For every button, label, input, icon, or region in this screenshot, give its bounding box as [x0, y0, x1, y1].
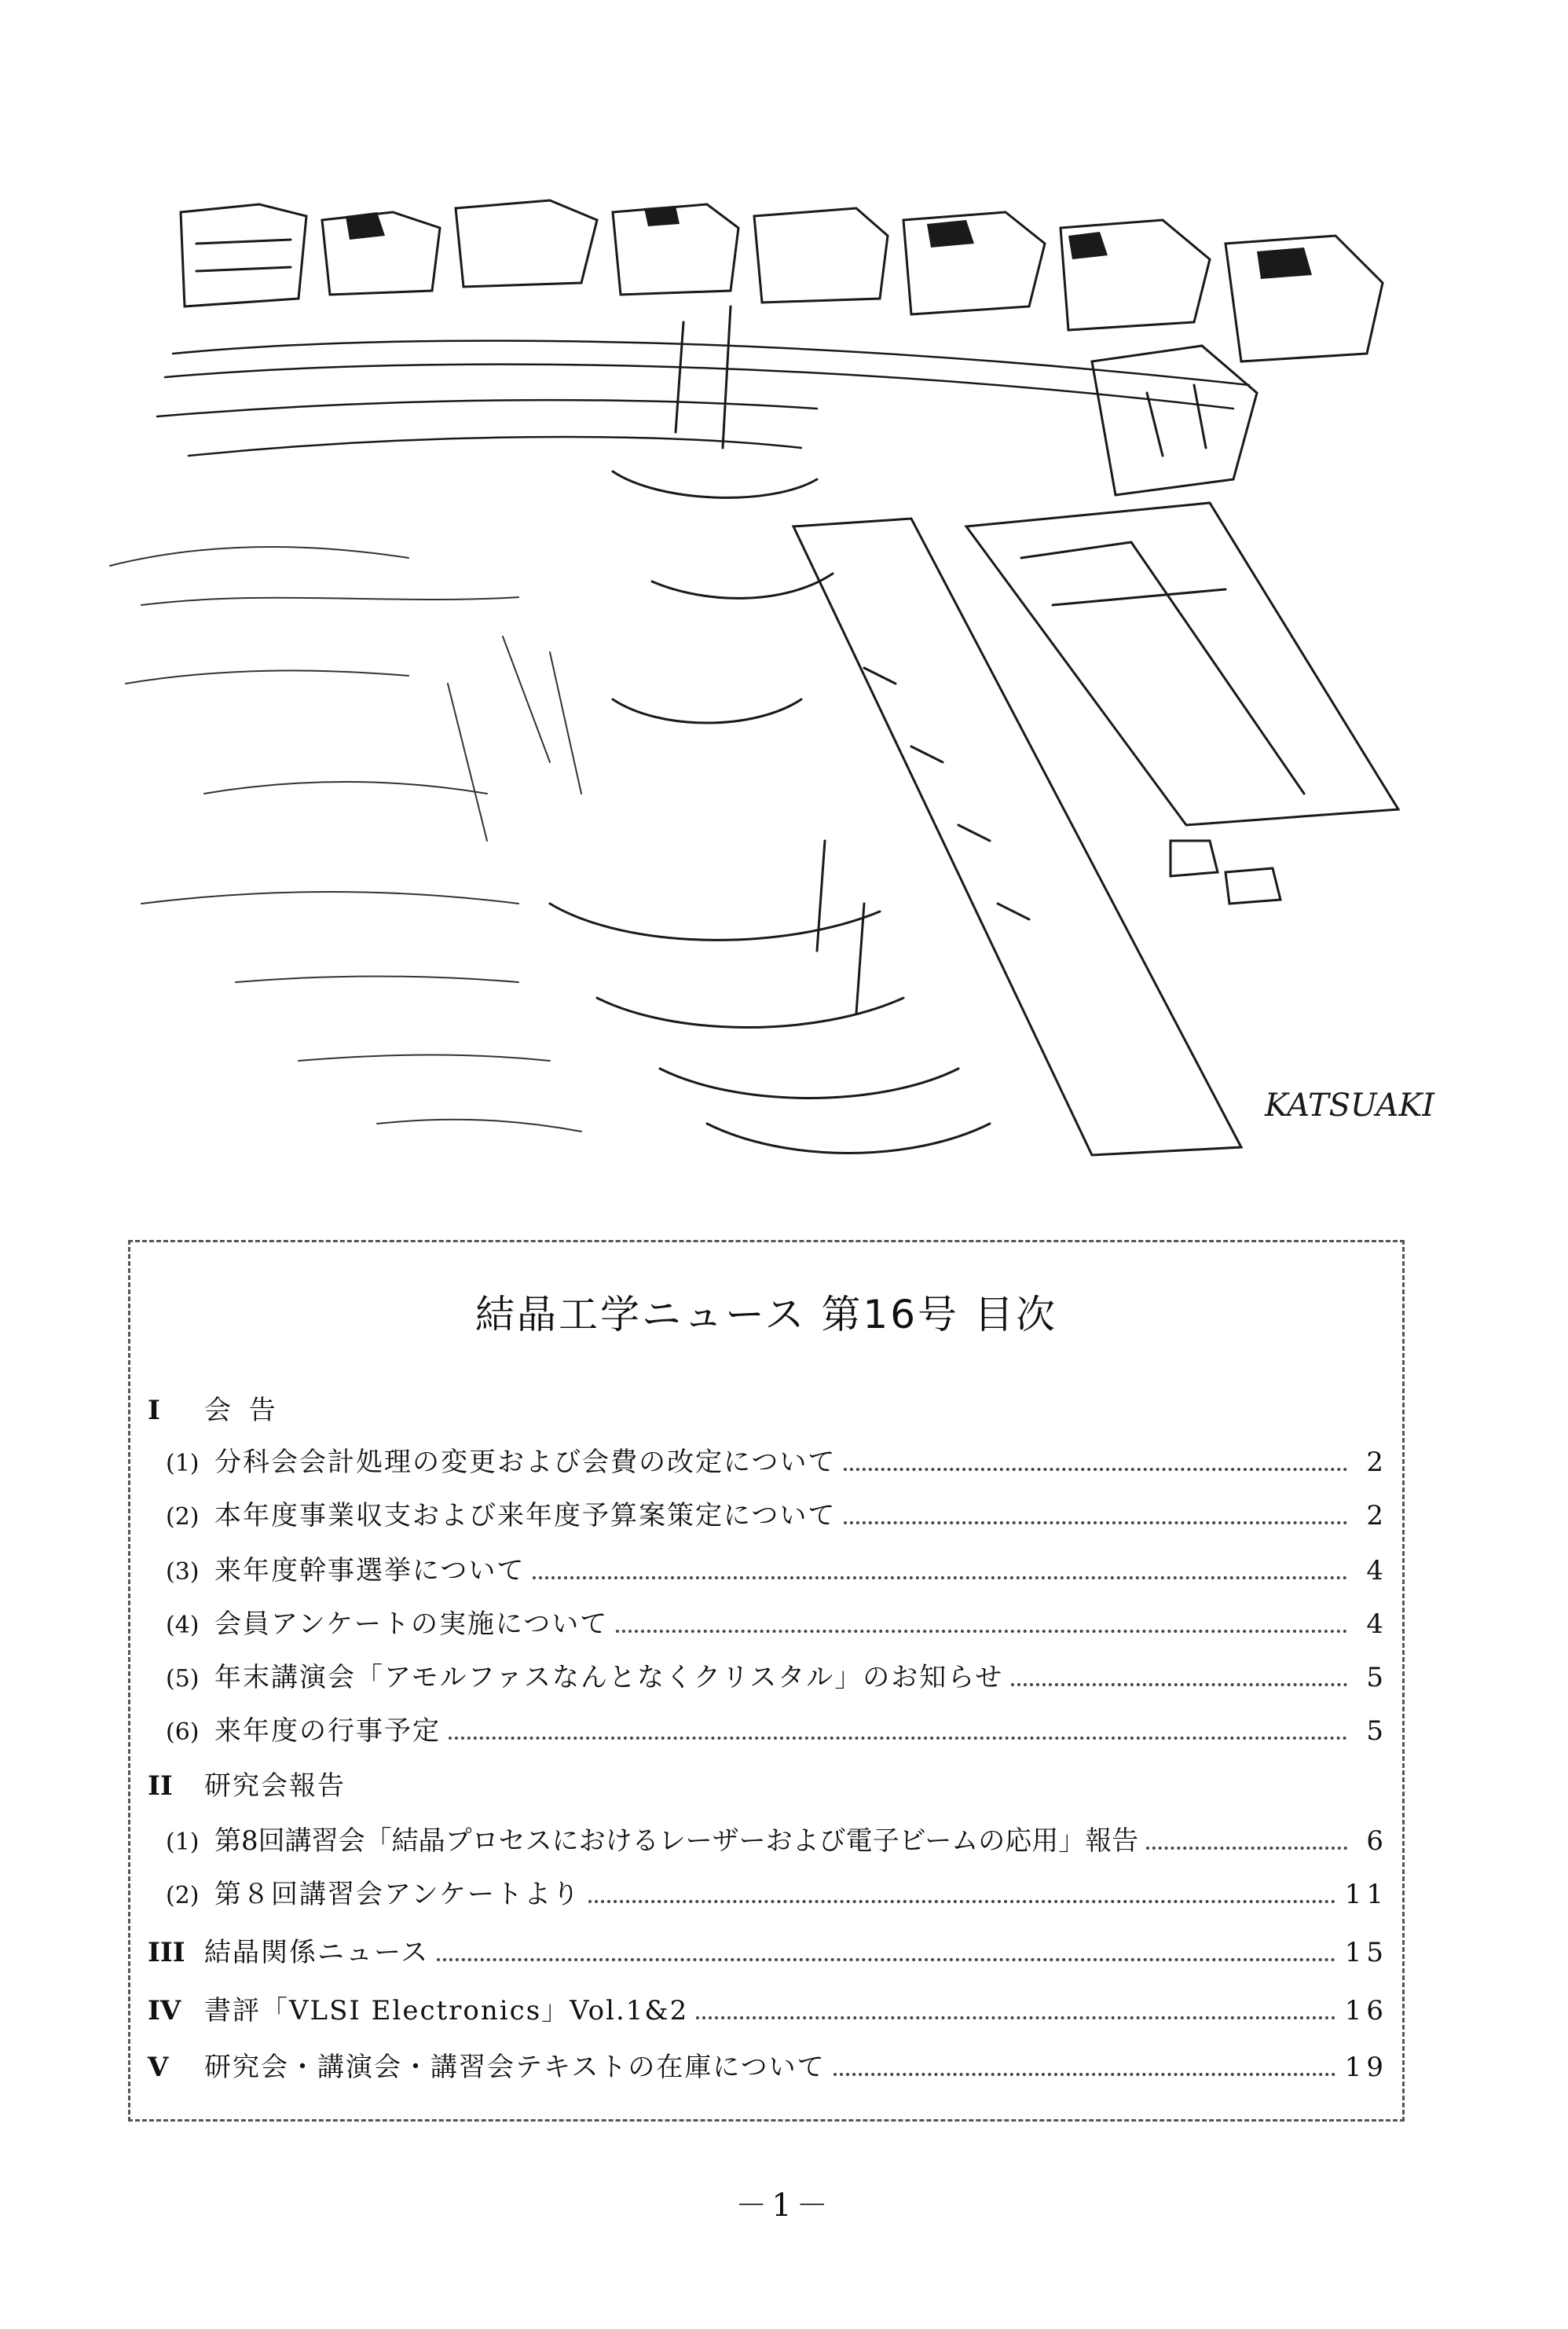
page-number: －1－ — [735, 2188, 833, 2224]
toc-section-5[interactable] — [148, 2045, 1388, 2081]
water-ripples — [110, 547, 581, 1131]
entry-page: 2 — [1366, 1447, 1388, 1478]
leader-dots — [696, 2016, 1335, 2019]
leader-dots — [533, 1576, 1347, 1579]
leader-dots — [616, 1630, 1347, 1633]
section-number: II — [148, 1770, 173, 1802]
toc-entry[interactable] — [166, 1602, 1388, 1638]
entry-label: 来年度幹事選挙について — [214, 1555, 526, 1586]
entry-number: (1) — [166, 1828, 200, 1856]
toc-entry[interactable] — [166, 1819, 1388, 1855]
entry-page: 15 — [1344, 1937, 1388, 1968]
toc-section-4[interactable] — [148, 1989, 1388, 2025]
entry-number: (2) — [166, 1882, 200, 1909]
entry-page: 16 — [1344, 1995, 1388, 2026]
artist-signature: KATSUAKI — [1265, 1087, 1435, 1124]
section-title: 書評「VLSI Electronics」Vol.1&2 — [204, 1995, 689, 2026]
table-of-contents — [128, 1240, 1405, 2122]
entry-page: 4 — [1366, 1608, 1388, 1640]
entry-label: 来年度の行事予定 — [214, 1715, 441, 1747]
section-number: IV — [148, 1995, 181, 2026]
entry-label: 第8回講習会「結晶プロセスにおけるレーザーおよび電子ビームの応用」報告 — [214, 1825, 1139, 1857]
leader-dots — [833, 2073, 1335, 2076]
section-number: III — [148, 1937, 185, 1968]
entry-page: 11 — [1344, 1879, 1388, 1910]
section-title: 会 告 — [204, 1395, 280, 1426]
leader-dots — [1011, 1683, 1347, 1686]
entry-page: 5 — [1366, 1715, 1388, 1747]
entry-page: 4 — [1366, 1555, 1388, 1586]
toc-entry[interactable] — [166, 1549, 1388, 1585]
toc-entry[interactable] — [166, 1656, 1388, 1692]
toc-entry[interactable] — [166, 1440, 1388, 1476]
section-number: V — [148, 2052, 169, 2083]
leader-dots — [844, 1521, 1347, 1524]
entry-label: 第８回講習会アンケートより — [214, 1879, 581, 1910]
entry-page: 2 — [1366, 1500, 1388, 1531]
harbor-sketch-illustration — [110, 196, 1435, 1218]
entry-number: (4) — [166, 1612, 200, 1639]
section-number: I — [148, 1395, 160, 1426]
entry-number: (3) — [166, 1558, 200, 1586]
leader-dots — [437, 1958, 1335, 1961]
toc-section-1 — [148, 1388, 280, 1427]
entry-label: 年末講演会「アモルファスなんとなくクリスタル」のお知らせ — [214, 1662, 1004, 1693]
section-title: 研究会・講演会・講習会テキストの在庫について — [204, 2052, 826, 2083]
entry-number: (1) — [166, 1450, 200, 1477]
leader-dots — [449, 1737, 1347, 1740]
boats — [550, 306, 990, 1153]
entry-label: 分科会会計処理の変更および会費の改定について — [214, 1447, 837, 1478]
entry-label: 本年度事業収支および来年度予算案策定について — [214, 1500, 837, 1531]
entry-page: 5 — [1366, 1662, 1388, 1693]
toc-title: 結晶工学ニュース 第16号 目次 — [475, 1292, 1057, 1337]
section-title: 研究会報告 — [204, 1770, 346, 1802]
section-title: 結晶関係ニュース — [204, 1937, 430, 1968]
leader-dots — [844, 1468, 1347, 1471]
entry-number: (5) — [166, 1665, 200, 1693]
toc-entry[interactable] — [166, 1709, 1388, 1745]
entry-number: (2) — [166, 1503, 200, 1531]
pier — [793, 503, 1398, 1155]
entry-page: 19 — [1344, 2052, 1388, 2083]
entry-page: 6 — [1366, 1825, 1388, 1857]
toc-entry[interactable] — [166, 1872, 1388, 1909]
leader-dots — [1146, 1847, 1347, 1850]
toc-section-2 — [148, 1764, 346, 1803]
toc-section-3[interactable] — [148, 1931, 1388, 1967]
waterfront — [157, 341, 1249, 456]
toc-entry[interactable] — [166, 1494, 1388, 1530]
entry-number: (6) — [166, 1718, 200, 1746]
entry-label: 会員アンケートの実施について — [214, 1608, 609, 1640]
roof-hatching — [346, 206, 1312, 279]
leader-dots — [588, 1900, 1335, 1903]
